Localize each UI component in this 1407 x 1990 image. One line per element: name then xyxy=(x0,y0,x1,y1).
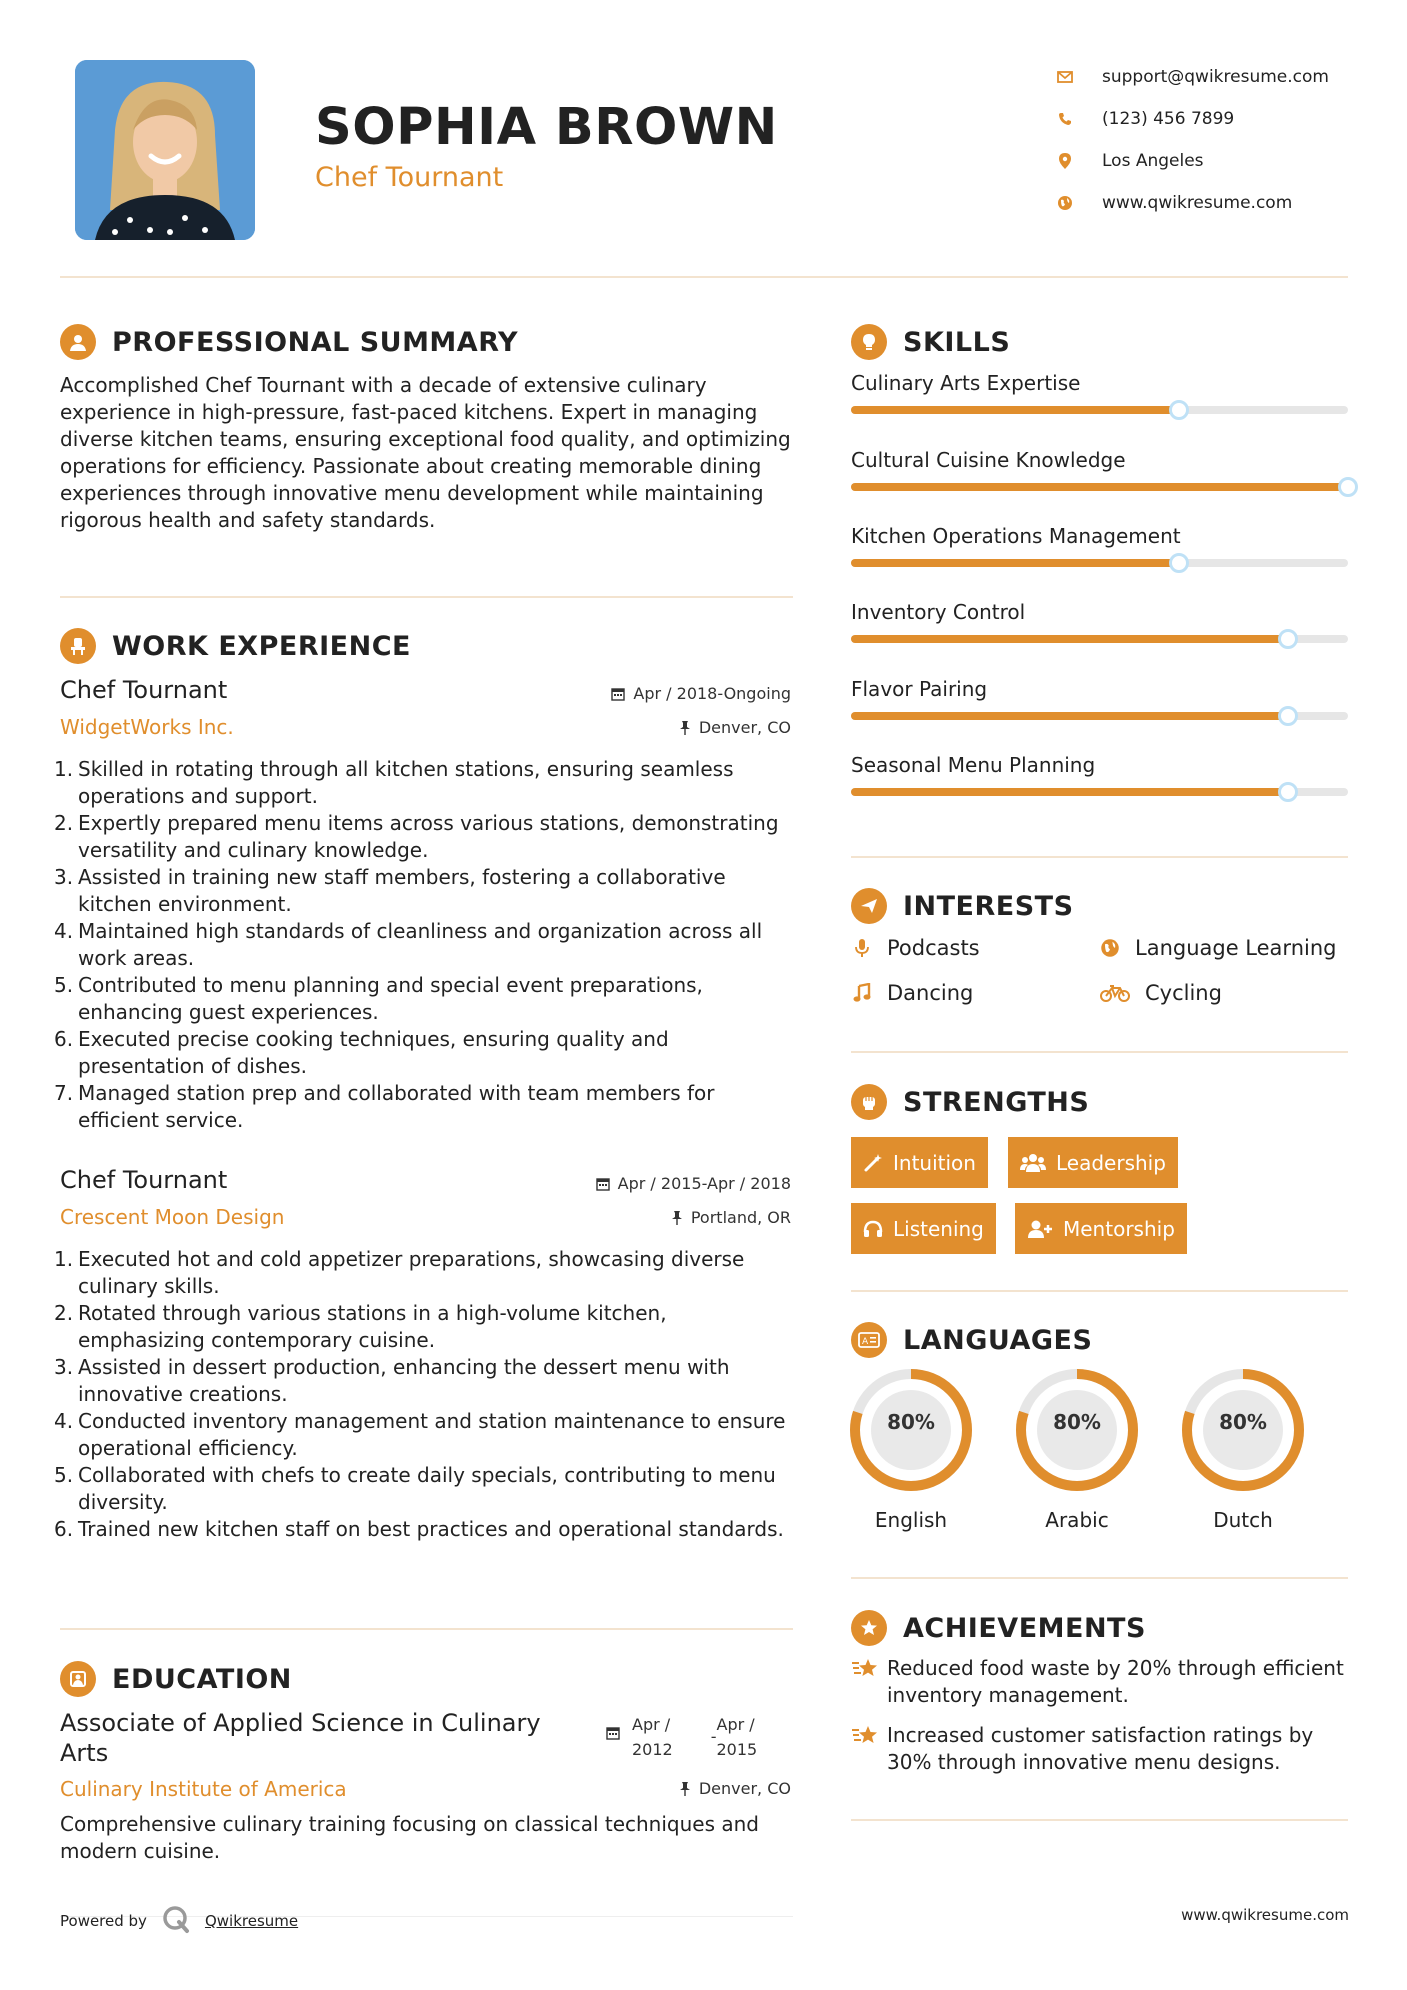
languages-heading xyxy=(851,1322,1092,1358)
star-icon xyxy=(851,1724,887,1776)
skills-heading xyxy=(851,324,1010,360)
skill-fill xyxy=(851,483,1348,491)
magic-wand-icon xyxy=(863,1153,883,1173)
achievement-text: Increased customer satisfaction ratings by 30% through innovative menu designs. xyxy=(887,1723,1314,1774)
profile-photo xyxy=(75,60,255,240)
qwikresume-logo-icon xyxy=(161,1904,191,1938)
list-item: 2. Expertly prepared menu items across various stations, demonstrating versatility and culinary knowledge. xyxy=(54,811,779,862)
interest-item xyxy=(851,936,980,960)
interests-heading-text: INTERESTS xyxy=(903,890,1074,922)
job-1-dates xyxy=(611,684,791,703)
contact-location-text: Los Angeles xyxy=(1102,151,1204,171)
candidate-title: Chef Tournant xyxy=(315,162,504,193)
language-name: Dutch xyxy=(1213,1508,1273,1532)
map-pin-icon xyxy=(1055,151,1075,171)
footer-website[interactable]: www.qwikresume.com xyxy=(1181,1906,1349,1924)
header-divider xyxy=(60,276,1348,278)
skill-knob xyxy=(1338,477,1358,497)
language-percent: 80% xyxy=(1219,1410,1267,1434)
list-item: 5. Contributed to menu planning and special event preparations, enhancing guest experiences. xyxy=(54,973,703,1024)
experience-heading xyxy=(60,628,411,664)
education-dash: - xyxy=(710,1727,717,1746)
bicycle-icon xyxy=(1099,982,1131,1004)
calendar-icon xyxy=(606,1726,620,1740)
skill-track xyxy=(851,712,1348,720)
skills-heading-text: SKILLS xyxy=(903,326,1011,358)
calendar-icon xyxy=(611,687,625,701)
education-heading xyxy=(60,1661,292,1697)
skill-label: Seasonal Menu Planning xyxy=(851,753,1096,777)
job-2-location-text: Portland, OR xyxy=(690,1208,791,1227)
list-item: 3. Assisted in dessert production, enhancing the dessert menu with innovative creations. xyxy=(54,1355,730,1406)
strength-label: Mentorship xyxy=(1063,1216,1175,1241)
candidate-name: SOPHIA BROWN xyxy=(315,98,778,157)
fist-icon xyxy=(851,1084,887,1120)
interest-label: Dancing xyxy=(887,981,974,1005)
achievements-divider xyxy=(851,1819,1348,1821)
job-2-dates xyxy=(596,1174,791,1193)
degree-line-2: Arts xyxy=(60,1739,109,1767)
list-item: 6. Trained new kitchen staff on best practices and operational standards. xyxy=(54,1517,784,1541)
skill-fill xyxy=(851,635,1288,643)
skill-knob xyxy=(1169,553,1189,573)
microphone-icon xyxy=(851,937,873,959)
summary-heading xyxy=(60,324,518,360)
skill-label: Flavor Pairing xyxy=(851,677,988,701)
contact-phone-text: (123) 456 7899 xyxy=(1102,109,1235,129)
skill-track xyxy=(851,788,1348,796)
interest-label: Cycling xyxy=(1145,981,1222,1005)
list-item: 2. Rotated through various stations in a high-volume kitchen, emphasizing contemporary cuisine. xyxy=(54,1301,667,1352)
powered-by-text: Powered by xyxy=(60,1912,147,1930)
education-location xyxy=(679,1779,791,1798)
interest-item xyxy=(1099,936,1336,960)
strength-badge xyxy=(1008,1137,1178,1188)
interest-label: Podcasts xyxy=(887,936,980,960)
languages-divider xyxy=(851,1577,1348,1579)
job-2-title: Chef Tournant xyxy=(60,1166,228,1194)
interests-heading xyxy=(851,888,1074,924)
globe-icon xyxy=(1055,193,1075,213)
job-1-dates-text: Apr / 2018-Ongoing xyxy=(633,684,791,703)
list-item: 4. Maintained high standards of cleanliness and organization across all work areas. xyxy=(54,919,763,970)
qwikresume-link[interactable]: Qwikresume xyxy=(204,1912,299,1930)
summary-divider xyxy=(60,596,793,598)
user-plus-icon xyxy=(1027,1219,1053,1239)
skill-track xyxy=(851,559,1348,567)
job-1-company: WidgetWorks Inc. xyxy=(60,715,234,739)
contact-email-text: support@qwikresume.com xyxy=(1102,67,1329,87)
list-item: 4. Conducted inventory management and station maintenance to ensure operational efficiency. xyxy=(54,1409,786,1460)
strengths-heading-text: STRENGTHS xyxy=(903,1086,1090,1118)
job-1-bullets xyxy=(54,756,794,1134)
list-item: 1. Executed hot and cold appetizer preparations, showcasing diverse culinary skills. xyxy=(54,1247,745,1298)
list-item: 7. Managed station prep and collaborated with team members for efficient service. xyxy=(54,1081,715,1132)
footer-powered-by xyxy=(60,1904,298,1938)
strength-badge xyxy=(851,1137,988,1188)
headphones-icon xyxy=(863,1219,883,1239)
achievement-text: Reduced food waste by 20% through efficient inventory management. xyxy=(887,1656,1344,1707)
music-note-icon xyxy=(851,982,873,1004)
job-1-location-text: Denver, CO xyxy=(698,718,791,737)
skill-item xyxy=(851,524,1348,548)
degree-line-1: Associate of Applied Science in Culinary xyxy=(60,1709,541,1737)
skill-fill xyxy=(851,559,1179,567)
skill-label: Kitchen Operations Management xyxy=(851,524,1181,548)
skill-fill xyxy=(851,788,1288,796)
language-percent: 80% xyxy=(1053,1410,1101,1434)
user-icon xyxy=(60,324,96,360)
contact-location xyxy=(1055,140,1385,182)
skill-label: Cultural Cuisine Knowledge xyxy=(851,448,1126,472)
skill-item xyxy=(851,371,1348,395)
language-item xyxy=(1181,1368,1305,1532)
achievement-item xyxy=(851,1722,1351,1776)
paper-plane-icon xyxy=(851,888,887,924)
skill-track xyxy=(851,635,1348,643)
strength-label: Listening xyxy=(893,1216,984,1241)
skill-item xyxy=(851,600,1348,624)
language-percent: 80% xyxy=(887,1410,935,1434)
strength-badge xyxy=(1015,1203,1187,1254)
interest-item xyxy=(1099,981,1222,1005)
interest-item xyxy=(851,981,973,1005)
svg-text:A: A xyxy=(862,1337,869,1347)
education-school: Culinary Institute of America xyxy=(60,1777,347,1801)
skill-item xyxy=(851,677,1348,701)
lightbulb-icon xyxy=(851,324,887,360)
language-name: English xyxy=(874,1508,948,1532)
globe-icon xyxy=(1099,937,1121,959)
education-heading-text: EDUCATION xyxy=(112,1663,292,1695)
experience-divider xyxy=(60,1628,793,1630)
list-item: 6. Executed precise cooking techniques, ensuring quality and presentation of dishes. xyxy=(54,1027,669,1078)
strength-badge xyxy=(851,1203,996,1254)
language-item xyxy=(849,1368,973,1532)
skill-item xyxy=(851,448,1348,472)
summary-text: Accomplished Chef Tournant with a decade of extensive culinary experience in high-pressure, fast-paced kitchens. Expert in managing diverse kitchen teams, ensuring exceptional food quality, and optimizing operations for efficiency. Passionate about creating memorable dining experiences through innovative menu development while maintaining rigorous health and safety standards. xyxy=(60,373,791,532)
language-item xyxy=(1015,1368,1139,1532)
job-1-title: Chef Tournant xyxy=(60,676,228,704)
skill-item xyxy=(851,753,1348,777)
education-end: Apr / 2015 xyxy=(716,1715,758,1759)
languages-heading-text: LANGUAGES xyxy=(903,1324,1093,1356)
skill-knob xyxy=(1278,706,1298,726)
education-location-text: Denver, CO xyxy=(698,1779,791,1798)
contact-website-text: www.qwikresume.com xyxy=(1102,193,1293,213)
contact-website[interactable] xyxy=(1055,182,1385,224)
star-icon xyxy=(851,1657,887,1709)
skill-knob xyxy=(1278,782,1298,802)
job-2-company: Crescent Moon Design xyxy=(60,1205,285,1229)
skill-knob xyxy=(1278,629,1298,649)
envelope-icon xyxy=(1055,67,1075,87)
contact-email[interactable] xyxy=(1055,56,1385,98)
contact-phone[interactable] xyxy=(1055,98,1385,140)
language-card-icon xyxy=(851,1322,887,1358)
education-dates xyxy=(606,1712,757,1762)
job-2-bullets xyxy=(54,1246,794,1543)
achievements-heading-text: ACHIEVEMENTS xyxy=(903,1612,1146,1644)
language-name: Arabic xyxy=(1045,1508,1109,1532)
summary-heading-text: PROFESSIONAL SUMMARY xyxy=(112,326,519,358)
pushpin-icon xyxy=(679,721,691,735)
education-degree xyxy=(60,1708,580,1768)
skill-fill xyxy=(851,712,1288,720)
list-item: 3. Assisted in training new staff members, fostering a collaborative kitchen environment. xyxy=(54,865,726,916)
job-1-location xyxy=(679,718,791,737)
interest-label: Language Learning xyxy=(1135,936,1337,960)
calendar-icon xyxy=(596,1177,610,1191)
contact-list xyxy=(1055,56,1385,224)
users-icon xyxy=(1020,1153,1046,1173)
skill-track xyxy=(851,483,1348,491)
pushpin-icon xyxy=(679,1782,691,1796)
list-item: 1. Skilled in rotating through all kitchen stations, ensuring seamless operations and support. xyxy=(54,757,734,808)
education-description: Comprehensive culinary training focusing on classical techniques and modern cuisine. xyxy=(60,1812,759,1863)
interests-divider xyxy=(851,1051,1348,1053)
achievement-item xyxy=(851,1655,1351,1709)
strength-label: Intuition xyxy=(893,1150,976,1175)
experience-heading-text: WORK EXPERIENCE xyxy=(112,630,411,662)
strength-label: Leadership xyxy=(1056,1150,1166,1175)
graduate-icon xyxy=(60,1661,96,1697)
strengths-heading xyxy=(851,1084,1089,1120)
pushpin-icon xyxy=(671,1211,683,1225)
education-start: Apr / 2012 xyxy=(632,1715,673,1759)
job-2-location xyxy=(671,1208,791,1227)
skills-divider xyxy=(851,856,1348,858)
star-badge-icon xyxy=(851,1610,887,1646)
strengths-divider xyxy=(851,1290,1348,1292)
chair-icon xyxy=(60,628,96,664)
skill-label: Inventory Control xyxy=(851,600,1026,624)
achievements-heading xyxy=(851,1610,1146,1646)
phone-icon xyxy=(1055,109,1075,129)
list-item: 5. Collaborated with chefs to create daily specials, contributing to menu diversity. xyxy=(54,1463,776,1514)
skill-fill xyxy=(851,406,1179,414)
skill-track xyxy=(851,406,1348,414)
job-2-dates-text: Apr / 2015-Apr / 2018 xyxy=(617,1174,791,1193)
skill-label: Culinary Arts Expertise xyxy=(851,371,1081,395)
skill-knob xyxy=(1169,400,1189,420)
